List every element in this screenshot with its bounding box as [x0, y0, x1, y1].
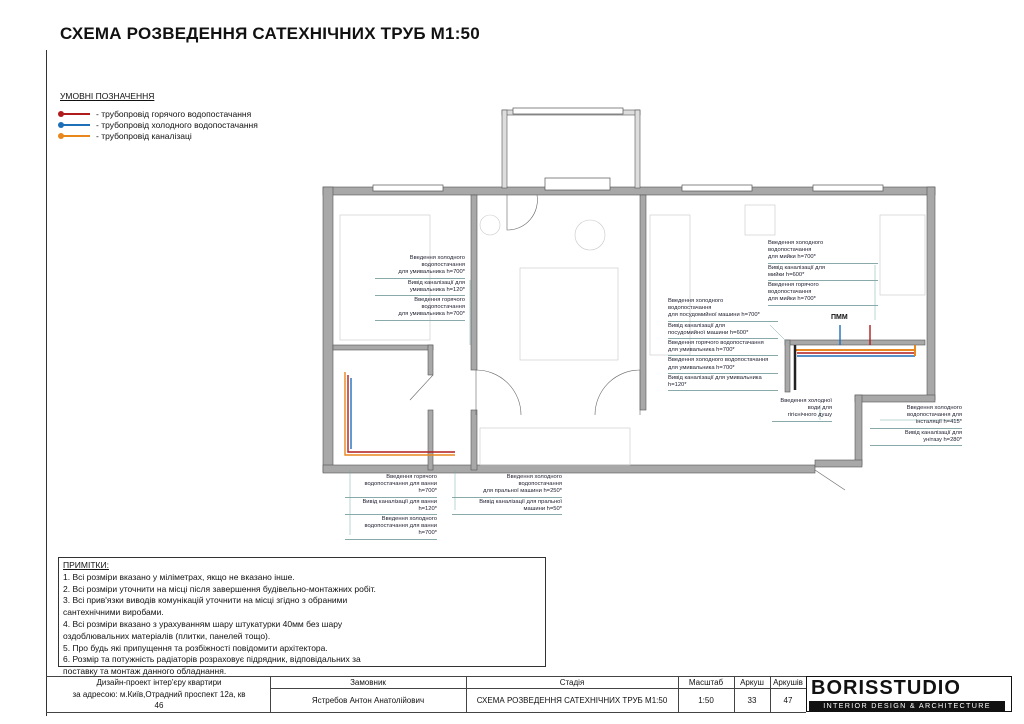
scale-value: 1:50	[698, 696, 714, 705]
note-line: 1. Всі розміри вказано у міліметрах, якщо не вказано інше.	[63, 571, 295, 582]
annotation-washing-machine: Введення холодного водопостачання для пральної машини h=250* Вивід каналізації для пральної машини h=50*	[452, 474, 562, 516]
annotation-kitchen-sink: Введення холодного водопостачання для мийки h=700* Вивід каналізації для мийки h=600* Введення горячого водопостачання для мийки h=700*	[768, 240, 878, 307]
legend-label: - трубопровід холодного водопостачання	[96, 120, 258, 130]
annotation-bathroom-sink: Введення холодного водопостачання для умивальника h=700* Вивід каналізації для умивальника h=120* Введення горячого водопостачання для умивальника h=700*	[375, 255, 465, 322]
sheet-value: 33	[747, 696, 757, 705]
logo-sub: INTERIOR DESIGN & ARCHITECTURE	[809, 701, 1005, 711]
note-line: 4. Всі розміри вказано з урахуванням шару штукатурки 40мм без шару	[63, 618, 343, 629]
annotation-bathtub: Введення горячого водопостачання для ванни h=700* Вивід каналізації для ванни h=120* Введення холодного водопостачання для ванни h=700*	[345, 474, 437, 541]
note-line: 5. Про будь які припущення та розбіжності повідомити архітектора.	[63, 642, 328, 653]
sheet-header: Аркуш	[740, 678, 764, 687]
notes-heading: ПРИМІТКИ:	[63, 560, 109, 570]
project-line-3: 46	[154, 701, 164, 710]
note-line: 2. Всі розміри уточнити на місці після завершення будівельно-монтажних робіт.	[63, 583, 376, 594]
note-line: оздоблювальних матеріалів (плитки, панелей тощо).	[63, 630, 271, 641]
dishwasher-mark: ПММ	[831, 314, 848, 321]
note-line: 6. Розмір та потужність радіаторів розраховує підрядник, відповідальних за	[63, 654, 361, 665]
project-line-1: Дизайн-проект інтер'єру квартири	[96, 678, 222, 687]
notes-box	[58, 557, 546, 677]
client-value: Ястребов Антон Анатолійович	[311, 696, 425, 705]
annotation-shower: Введення холодної води для гігієнічного душу	[772, 398, 832, 423]
stage-value: СХЕМА РОЗВЕДЕННЯ САТЕХНІЧНИХ ТРУБ М1:50	[476, 696, 668, 705]
legend-title: УМОВНІ ПОЗНАЧЕННЯ	[60, 91, 155, 101]
stage-header: Стадія	[559, 678, 585, 687]
studio-logo	[806, 676, 1012, 712]
annotation-toilet: Введення холодного водопостачання для інсталяції h=415* Вивід каналізації для унітазу h=280*	[870, 405, 962, 447]
legend-label: - трубопровід горячого водопостачання	[96, 109, 252, 119]
page-title: СХЕМА РОЗВЕДЕННЯ САТЕХНІЧНИХ ТРУБ М1:50	[60, 24, 480, 43]
note-line: 3. Всі прив'язки виводів комунікацій уточнити на місці згідно з обраними	[63, 595, 348, 606]
note-line: сантехнічними виробами.	[63, 607, 164, 618]
sheets-header: Аркушів	[773, 678, 803, 687]
sheets-value: 47	[783, 696, 793, 705]
client-header: Замовник	[350, 678, 386, 687]
legend-label: - трубопровід каналізаці	[96, 131, 192, 141]
note-line: поставку та монтаж данного обладнання.	[63, 666, 227, 677]
scale-header: Масштаб	[688, 678, 724, 687]
annotation-dishwasher: Введення холодного водопостачання для посудомийної машини h=700* Вивід каналізації для посудомийної машини h=600* Введення горячого водопостачання для умивальника h=700* Введення холодного водопостачання для умивальника h=700* Вивід каналізації для умивальника h=120*	[668, 298, 778, 392]
project-line-2: за адресою: м.Київ,Отрадний проспект 12а, кв	[72, 690, 246, 699]
logo-main: BORISSTUDIO	[811, 677, 961, 699]
